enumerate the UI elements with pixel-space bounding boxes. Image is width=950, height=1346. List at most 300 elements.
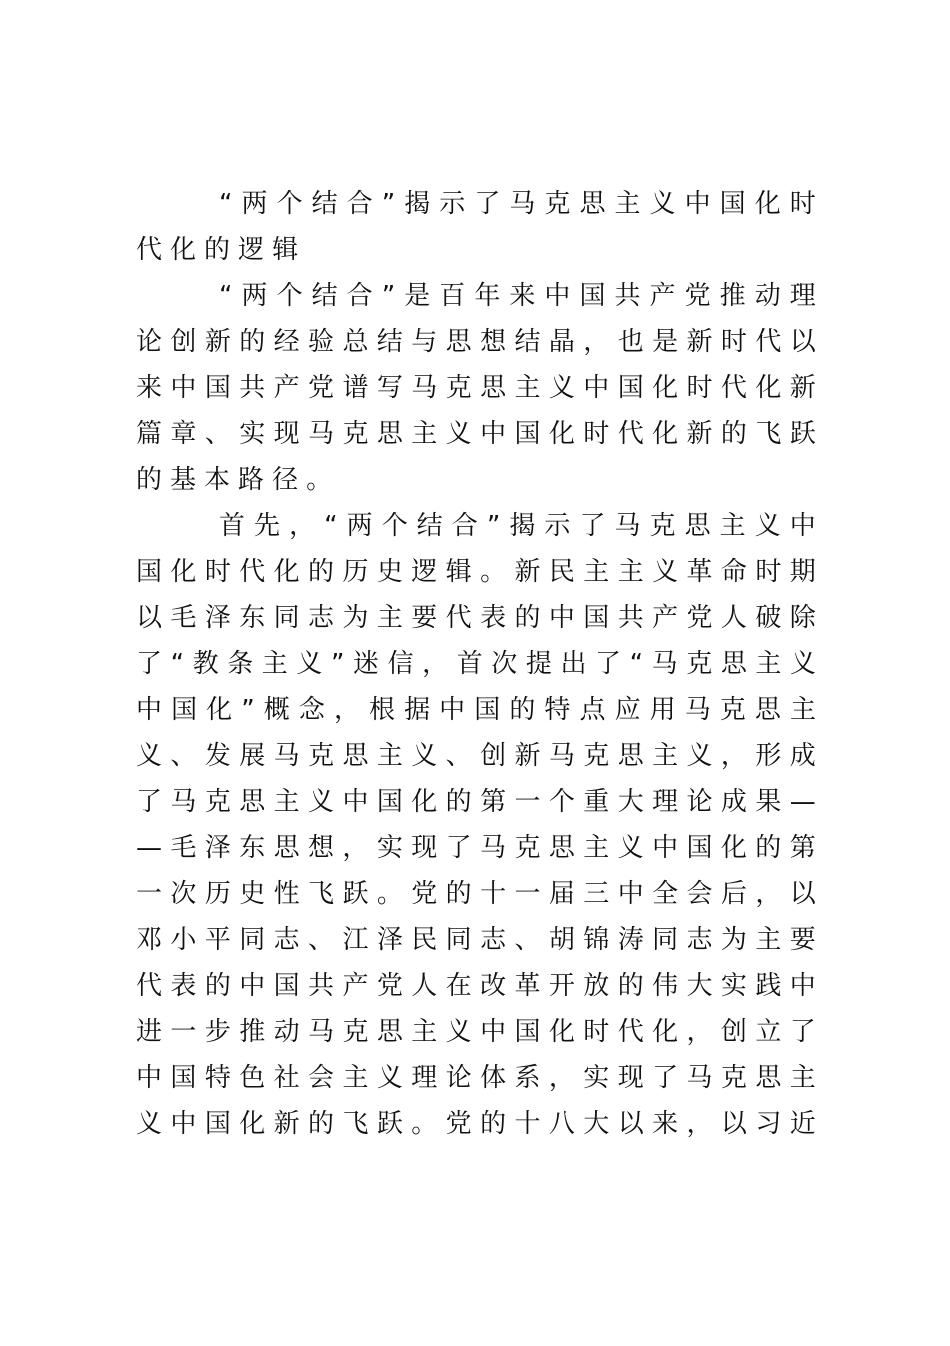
text-glyph: 。	[376, 879, 403, 909]
text-glyph: 跃	[376, 1109, 403, 1139]
text-glyph: 中	[652, 833, 679, 863]
text-glyph: —	[789, 787, 816, 817]
text-glyph: 国	[170, 1063, 197, 1093]
paragraph-2-line-12	[136, 1012, 816, 1052]
paragraph-1-line-4	[136, 414, 816, 454]
text-glyph: 思	[754, 695, 781, 725]
text-glyph: 主	[342, 1063, 369, 1093]
text-glyph: 义	[445, 419, 472, 449]
text-glyph: 展	[239, 741, 266, 771]
text-glyph: 思	[548, 833, 575, 863]
text-glyph: “	[219, 189, 233, 219]
text-glyph: 根	[369, 695, 396, 725]
text-glyph: 系	[514, 1063, 541, 1093]
text-glyph: 的	[509, 695, 536, 725]
text-glyph: 化	[170, 557, 197, 587]
text-glyph: 应	[614, 695, 641, 725]
text-glyph: 化	[548, 1017, 575, 1047]
text-glyph: 首	[219, 511, 246, 541]
text-glyph: 共	[308, 971, 335, 1001]
text-glyph: 、	[308, 925, 335, 955]
text-glyph: 化	[548, 419, 575, 449]
text-glyph: 迷	[352, 649, 379, 679]
text-glyph: ”	[330, 649, 345, 679]
text-glyph: 来	[509, 281, 536, 311]
text-glyph: 主	[789, 695, 816, 725]
text-glyph: 了	[789, 1017, 816, 1047]
text-glyph: 揭	[404, 189, 431, 219]
text-glyph: 史	[239, 879, 266, 909]
text-glyph: 时	[583, 419, 610, 449]
text-glyph: 党	[411, 879, 438, 909]
text-glyph: 主	[583, 557, 610, 587]
text-glyph: 化	[411, 787, 438, 817]
text-glyph: 步	[204, 1017, 231, 1047]
text-glyph: 国	[136, 557, 163, 587]
text-glyph: 产	[273, 373, 300, 403]
text-glyph: 中	[789, 971, 816, 1001]
paragraph-2-line-4	[136, 644, 816, 684]
text-glyph: 主	[376, 741, 403, 771]
text-glyph: 革	[514, 971, 541, 1001]
text-glyph: 了	[445, 833, 472, 863]
text-glyph: 章	[170, 419, 197, 449]
text-glyph: 克	[514, 833, 541, 863]
text-glyph: 、	[514, 925, 541, 955]
text-glyph: 马	[480, 833, 507, 863]
text-glyph: 次	[170, 879, 197, 909]
text-glyph: 历	[342, 557, 369, 587]
text-glyph: 三	[583, 879, 610, 909]
text-glyph: 。	[411, 1109, 438, 1139]
text-glyph: 国	[171, 695, 198, 725]
text-glyph: 主	[261, 649, 288, 679]
text-glyph: ，	[583, 327, 610, 357]
text-glyph: 中	[544, 281, 571, 311]
text-glyph: 的	[755, 833, 782, 863]
paragraph-2-line-13	[136, 1058, 816, 1098]
text-glyph: 重	[583, 787, 610, 817]
text-glyph: 验	[308, 327, 335, 357]
text-glyph: 主	[614, 189, 641, 219]
text-glyph: 点	[579, 695, 606, 725]
text-glyph: 逻	[411, 557, 438, 587]
text-glyph: 革	[686, 557, 713, 587]
text-glyph: 果	[755, 787, 782, 817]
text-glyph: 主	[652, 741, 679, 771]
text-glyph: 人	[720, 603, 747, 633]
text-glyph: 的	[720, 419, 747, 449]
text-glyph: 小	[170, 925, 197, 955]
text-glyph: 性	[273, 879, 300, 909]
text-glyph: 次	[491, 649, 518, 679]
text-glyph: 形	[755, 741, 782, 771]
text-glyph: 国	[579, 281, 606, 311]
text-glyph: 与	[411, 327, 438, 357]
text-glyph: 胡	[548, 925, 575, 955]
text-glyph: 义	[789, 649, 816, 679]
text-glyph: 要	[789, 925, 816, 955]
text-glyph: 伟	[652, 971, 679, 1001]
text-glyph: 的	[514, 603, 541, 633]
text-glyph: 化	[652, 1017, 679, 1047]
text-glyph: 的	[308, 1109, 335, 1139]
text-glyph: 、	[170, 741, 197, 771]
text-glyph: 的	[239, 327, 266, 357]
text-glyph: 推	[239, 1017, 266, 1047]
text-glyph: 主	[514, 373, 541, 403]
text-glyph: 国	[617, 373, 644, 403]
text-glyph: 跃	[342, 879, 369, 909]
text-glyph: 。	[480, 557, 507, 587]
text-glyph: 同	[239, 925, 266, 955]
text-glyph: 用	[649, 695, 676, 725]
text-glyph: 共	[617, 603, 644, 633]
text-glyph: 中	[170, 373, 197, 403]
text-glyph: 克	[308, 741, 335, 771]
text-glyph: 同	[273, 603, 300, 633]
text-glyph: 马	[686, 1063, 713, 1093]
text-glyph: 结	[514, 327, 541, 357]
text-glyph: 思	[720, 649, 747, 679]
text-glyph: 代	[720, 373, 747, 403]
text-glyph: 晶	[548, 327, 575, 357]
text-glyph: 国	[204, 1109, 231, 1139]
text-glyph: 民	[411, 925, 438, 955]
text-glyph: 以	[789, 327, 816, 357]
text-glyph: 毛	[170, 833, 197, 863]
text-glyph: 民	[548, 557, 575, 587]
text-glyph: 要	[411, 603, 438, 633]
text-glyph: 史	[376, 557, 403, 587]
text-glyph: 飞	[755, 419, 782, 449]
text-glyph: 后	[720, 879, 747, 909]
text-glyph: 思	[376, 419, 403, 449]
text-glyph: 义	[686, 741, 713, 771]
text-glyph: 、	[204, 419, 231, 449]
text-glyph: 实	[376, 833, 403, 863]
text-glyph: ，	[289, 511, 316, 541]
text-glyph: 化	[206, 695, 233, 725]
text-glyph: 的	[308, 557, 335, 587]
text-glyph: 时	[789, 189, 816, 219]
text-glyph: 中	[789, 511, 816, 541]
text-glyph: 论	[445, 1063, 472, 1093]
text-glyph: 同	[652, 925, 679, 955]
text-glyph: 产	[649, 281, 676, 311]
text-glyph: 义	[754, 511, 781, 541]
text-glyph: 锦	[583, 925, 610, 955]
text-glyph: 义	[617, 833, 644, 863]
text-glyph: 国	[719, 189, 746, 219]
text-glyph: 化	[652, 373, 679, 403]
text-glyph: 结	[376, 327, 403, 357]
text-glyph: 新	[273, 1109, 300, 1139]
text-glyph: 中	[684, 189, 711, 219]
text-glyph: 辑	[445, 557, 472, 587]
text-glyph: 个	[276, 189, 303, 219]
text-glyph: 以	[136, 603, 163, 633]
text-glyph: 化	[754, 189, 781, 219]
text-glyph: 马	[273, 741, 300, 771]
paragraph-1-line-5	[136, 460, 816, 500]
text-glyph: 代	[445, 603, 472, 633]
text-glyph: 中	[583, 373, 610, 403]
text-glyph: 人	[411, 971, 438, 1001]
text-glyph: 全	[652, 879, 679, 909]
text-glyph: 江	[342, 925, 369, 955]
text-glyph: 克	[342, 1017, 369, 1047]
text-glyph: 义	[548, 373, 575, 403]
text-glyph: 时	[686, 373, 713, 403]
text-glyph: 现	[617, 1063, 644, 1093]
text-glyph: 十	[480, 879, 507, 909]
text-glyph: 期	[789, 557, 816, 587]
text-glyph: 主	[755, 649, 782, 679]
text-glyph: 义	[411, 741, 438, 771]
text-glyph: 邓	[136, 925, 163, 955]
text-glyph: 念	[298, 695, 325, 725]
text-glyph: 首	[456, 649, 483, 679]
text-glyph: 思	[239, 787, 266, 817]
text-glyph: 个	[381, 511, 408, 541]
text-glyph: 义	[136, 1109, 163, 1139]
text-glyph: “	[219, 281, 233, 311]
text-glyph: 克	[445, 373, 472, 403]
text-glyph: 义	[445, 1017, 472, 1047]
text-glyph: 成	[789, 741, 816, 771]
text-glyph: ，	[686, 1017, 713, 1047]
text-glyph: 合	[451, 511, 478, 541]
text-glyph: 义	[308, 787, 335, 817]
text-glyph: 共	[614, 281, 641, 311]
text-glyph: 篇	[136, 419, 163, 449]
text-glyph: 示	[439, 189, 466, 219]
text-glyph: 现	[273, 419, 300, 449]
text-glyph: 来	[136, 373, 163, 403]
text-glyph: 马	[170, 787, 197, 817]
text-glyph: 克	[719, 695, 746, 725]
text-glyph: 个	[548, 787, 575, 817]
text-glyph: 国	[474, 695, 501, 725]
text-glyph: 改	[480, 971, 507, 1001]
text-glyph: 结	[416, 511, 443, 541]
paragraph-2-line-2	[136, 552, 816, 592]
text-glyph: 义	[136, 741, 163, 771]
text-glyph: 平	[204, 925, 231, 955]
text-glyph: 东	[239, 833, 266, 863]
text-glyph: 合	[346, 281, 373, 311]
paragraph-2-line-6	[136, 736, 816, 776]
text-glyph: 除	[789, 603, 816, 633]
text-glyph: 特	[204, 1063, 231, 1093]
text-glyph: 进	[136, 1017, 163, 1047]
text-glyph: 克	[544, 189, 571, 219]
text-glyph: 的	[445, 879, 472, 909]
text-glyph: 马	[548, 741, 575, 771]
text-glyph: 毛	[170, 603, 197, 633]
text-glyph: 历	[204, 879, 231, 909]
text-glyph: 中	[239, 971, 266, 1001]
text-glyph: 义	[649, 189, 676, 219]
text-glyph: 新	[686, 419, 713, 449]
text-glyph: 东	[239, 603, 266, 633]
text-glyph: 共	[239, 373, 266, 403]
paragraph-1-line-3	[136, 368, 816, 408]
text-glyph: 思	[273, 833, 300, 863]
text-glyph: 了	[474, 189, 501, 219]
text-glyph: 党	[308, 373, 335, 403]
text-glyph: 表	[170, 971, 197, 1001]
text-glyph: 是	[652, 327, 679, 357]
text-glyph: 国	[583, 603, 610, 633]
text-glyph: 的	[617, 971, 644, 1001]
text-glyph: 飞	[308, 879, 335, 909]
text-glyph: 中	[136, 1063, 163, 1093]
text-glyph: 现	[411, 833, 438, 863]
text-glyph: 推	[719, 281, 746, 311]
text-glyph: 信	[387, 649, 414, 679]
text-glyph: 色	[239, 1063, 266, 1093]
text-glyph: 主	[617, 557, 644, 587]
text-glyph: 克	[204, 787, 231, 817]
text-glyph: 新	[686, 327, 713, 357]
text-glyph: 写	[376, 373, 403, 403]
text-glyph: 一	[514, 879, 541, 909]
text-glyph: 代	[755, 327, 782, 357]
text-glyph: 理	[652, 787, 679, 817]
text-glyph: 主	[755, 925, 782, 955]
text-glyph: 同	[445, 925, 472, 955]
text-glyph: 百	[439, 281, 466, 311]
text-glyph: 马	[651, 649, 678, 679]
text-glyph: 创	[170, 327, 197, 357]
text-glyph: 结	[311, 281, 338, 311]
text-glyph: 的	[204, 971, 231, 1001]
text-glyph: 涛	[617, 925, 644, 955]
text-glyph: 中	[439, 695, 466, 725]
text-glyph: 时	[204, 557, 231, 587]
text-glyph: 近	[789, 1109, 816, 1139]
text-glyph: 马	[684, 695, 711, 725]
text-glyph: 成	[720, 787, 747, 817]
text-glyph: ”	[486, 511, 501, 541]
text-glyph: 克	[342, 419, 369, 449]
text-glyph: 时	[583, 1017, 610, 1047]
text-glyph: 化	[720, 833, 747, 863]
text-glyph: 克	[583, 741, 610, 771]
text-glyph: 中	[548, 603, 575, 633]
text-glyph: 大	[617, 787, 644, 817]
text-glyph: 以	[720, 1109, 747, 1139]
text-glyph: 新	[789, 373, 816, 403]
text-glyph: 泽	[376, 925, 403, 955]
text-glyph: 思	[617, 741, 644, 771]
text-glyph: 中	[342, 787, 369, 817]
text-glyph: 主	[273, 787, 300, 817]
text-glyph: 义	[296, 649, 323, 679]
text-glyph: 马	[411, 373, 438, 403]
text-glyph: 主	[376, 603, 403, 633]
text-glyph: 了	[595, 649, 622, 679]
text-glyph: 创	[480, 741, 507, 771]
text-glyph: 个	[276, 281, 303, 311]
text-glyph: 了	[652, 1063, 679, 1093]
text-glyph: 命	[720, 557, 747, 587]
text-glyph: ，	[686, 1109, 713, 1139]
text-glyph: 代	[136, 971, 163, 1001]
text-glyph: 来	[652, 1109, 679, 1139]
text-glyph: 动	[273, 1017, 300, 1047]
text-glyph: 的	[136, 465, 163, 495]
text-glyph: 想	[480, 327, 507, 357]
text-glyph: 在	[445, 971, 472, 1001]
text-glyph: 实	[583, 1063, 610, 1093]
text-glyph: 概	[263, 695, 290, 725]
text-glyph: 克	[649, 511, 676, 541]
paragraph-2-line-1	[219, 506, 816, 546]
text-glyph: 克	[720, 1063, 747, 1093]
text-glyph: 社	[273, 1063, 300, 1093]
text-glyph: 中	[170, 1109, 197, 1139]
heading-line-1	[219, 184, 816, 224]
text-glyph: 产	[342, 971, 369, 1001]
text-glyph: 马	[308, 1017, 335, 1047]
text-glyph: 时	[720, 327, 747, 357]
text-glyph: “	[629, 649, 644, 679]
text-glyph: 发	[204, 741, 231, 771]
text-glyph: 克	[686, 649, 713, 679]
text-glyph: 总	[342, 327, 369, 357]
text-glyph: 论	[136, 327, 163, 357]
text-glyph: 特	[544, 695, 571, 725]
text-glyph: 思	[342, 741, 369, 771]
text-glyph: 思	[445, 327, 472, 357]
text-glyph: 想	[308, 833, 335, 863]
text-glyph: 的	[445, 787, 472, 817]
text-glyph: ”	[381, 281, 396, 311]
text-glyph: 时	[755, 557, 782, 587]
text-glyph: 思	[684, 511, 711, 541]
text-glyph: 大	[686, 971, 713, 1001]
text-glyph: 国	[204, 373, 231, 403]
text-glyph: 中	[480, 419, 507, 449]
text-glyph: 代	[136, 235, 163, 265]
text-glyph: 也	[617, 327, 644, 357]
text-glyph: 一	[514, 787, 541, 817]
text-glyph: 马	[614, 511, 641, 541]
text-glyph: 示	[544, 511, 571, 541]
text-glyph: 会	[686, 879, 713, 909]
text-glyph: 新	[514, 741, 541, 771]
text-glyph: 开	[548, 971, 575, 1001]
text-glyph: 化	[755, 373, 782, 403]
paragraph-1-line-1	[219, 276, 816, 316]
text-glyph: 结	[311, 189, 338, 219]
text-glyph: 志	[273, 925, 300, 955]
paragraph-2-line-11	[136, 966, 816, 1006]
text-glyph: 动	[754, 281, 781, 311]
text-glyph: ”	[241, 695, 255, 725]
text-glyph: 年	[474, 281, 501, 311]
text-glyph: 主	[719, 511, 746, 541]
text-glyph: 主	[411, 419, 438, 449]
text-glyph: 国	[514, 419, 541, 449]
text-glyph: 产	[652, 603, 679, 633]
text-glyph: ，	[333, 695, 360, 725]
paragraph-2-line-3	[136, 598, 816, 638]
text-glyph: 条	[227, 649, 254, 679]
